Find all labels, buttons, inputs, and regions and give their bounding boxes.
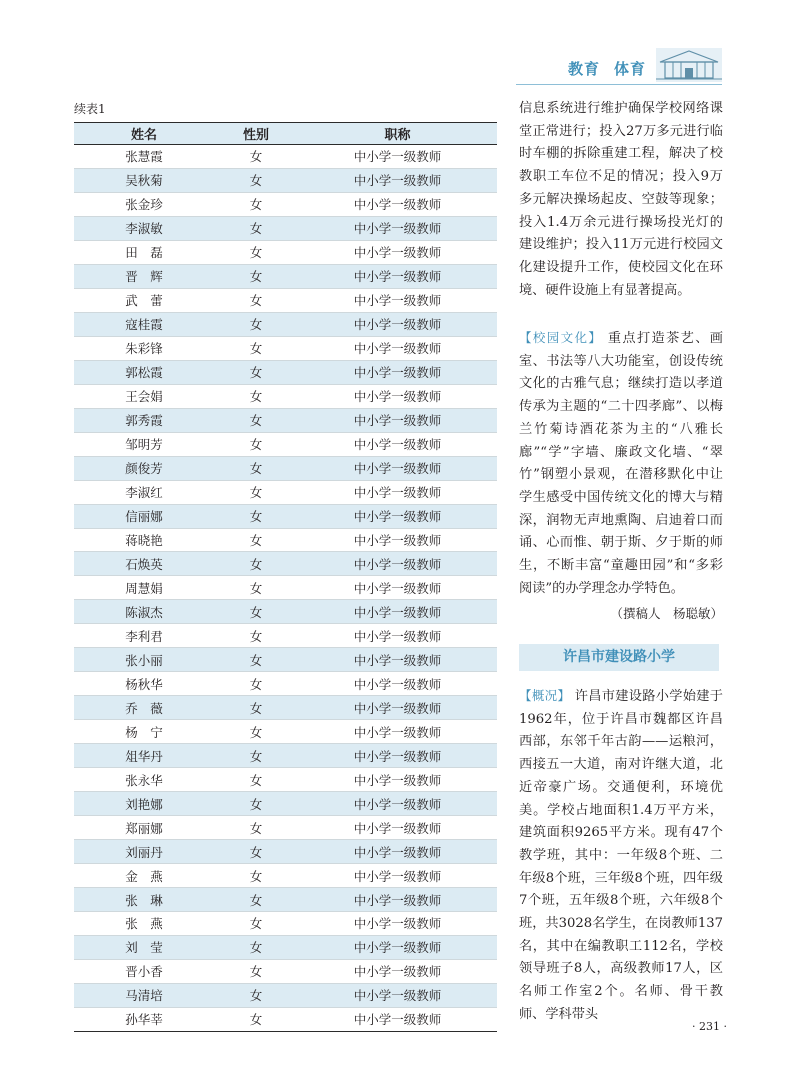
cell-title: 中小学一级教师 — [353, 1012, 442, 1028]
cell-gender: 女 — [249, 772, 263, 788]
cell-title: 中小学一级教师 — [353, 341, 442, 357]
cell-gender: 女 — [249, 317, 263, 333]
cell-name: 郭松霞 — [125, 365, 163, 381]
page-number: · 231 · — [692, 1020, 727, 1033]
table-row — [74, 505, 497, 529]
cell-name: 邹明芳 — [125, 437, 163, 453]
table-row — [74, 912, 497, 936]
cell-name: 武 蕾 — [125, 293, 163, 309]
table-row — [74, 289, 497, 313]
section-head-overview: 【概况】 — [519, 688, 571, 703]
section-head-campus-culture: 【校园文化】 — [519, 330, 603, 345]
table-row — [74, 864, 497, 888]
cell-title: 中小学一级教师 — [353, 892, 442, 908]
cell-name: 马清培 — [125, 988, 163, 1004]
col-header-name: 姓名 — [130, 128, 157, 143]
cell-name: 李淑红 — [125, 485, 163, 501]
col-header-title: 职称 — [384, 128, 411, 143]
cell-gender: 女 — [249, 820, 263, 836]
section-title-school: 许昌市建设路小学 — [519, 644, 719, 671]
cell-name: 蒋晓艳 — [125, 532, 163, 548]
cell-name: 张 燕 — [125, 916, 163, 932]
cell-gender: 女 — [249, 293, 263, 309]
table-row — [74, 193, 497, 217]
cell-gender: 女 — [249, 940, 263, 956]
byline: （撰稿人 杨聪敏） — [610, 606, 723, 621]
cell-title: 中小学一级教师 — [353, 724, 442, 740]
table-row — [74, 696, 497, 720]
cell-name: 朱彩锋 — [125, 341, 163, 357]
cell-title: 中小学一级教师 — [353, 748, 442, 764]
cell-name: 刘丽丹 — [125, 844, 163, 860]
cell-gender: 女 — [249, 988, 263, 1004]
cell-gender: 女 — [249, 748, 263, 764]
cell-name: 石焕英 — [125, 556, 163, 572]
cell-name: 杨 宁 — [125, 724, 163, 740]
cell-name: 俎华丹 — [125, 748, 163, 764]
table-row — [74, 409, 497, 433]
cell-gender: 女 — [249, 437, 263, 453]
cell-title: 中小学一级教师 — [353, 413, 442, 429]
table-row — [74, 984, 497, 1008]
table-row — [74, 265, 497, 289]
cell-name: 刘 莹 — [125, 940, 163, 956]
cell-gender: 女 — [249, 892, 263, 908]
cell-gender: 女 — [249, 1012, 263, 1028]
table-row — [74, 361, 497, 385]
table-row — [74, 624, 497, 648]
cell-title: 中小学一级教师 — [353, 796, 442, 812]
cell-gender: 女 — [249, 269, 263, 285]
school-building-icon — [656, 48, 722, 82]
cell-name: 郑丽娜 — [125, 820, 163, 836]
cell-name: 杨秋华 — [125, 676, 163, 692]
cell-gender: 女 — [249, 365, 263, 381]
cell-name: 李淑敏 — [125, 221, 163, 237]
cell-title: 中小学一级教师 — [353, 245, 442, 261]
table-row — [74, 768, 497, 792]
cell-name: 李利君 — [125, 628, 163, 644]
cell-title: 中小学一级教师 — [353, 988, 442, 1004]
cell-title: 中小学一级教师 — [353, 700, 442, 716]
cell-title: 中小学一级教师 — [353, 485, 442, 501]
cell-gender: 女 — [249, 916, 263, 932]
paragraph-maintenance: 信息系统进行维护确保学校网络课堂正常进行；投入27万多元进行临时车棚的拆除重建工程，解决了校教职工车位不足的情况；投入9万多元解决操场起皮、空鼓等现象；投入1.4万余元进行操场投光灯的建设维护；投入11万元进行校园文化建设提升工作，使校园文化在环境、硬件设施上有显著提高。 — [519, 101, 723, 298]
cell-gender: 女 — [249, 173, 263, 189]
table-row — [74, 792, 497, 816]
table-row — [74, 960, 497, 984]
cell-title: 中小学一级教师 — [353, 293, 442, 309]
cell-title: 中小学一级教师 — [353, 532, 442, 548]
table-row — [74, 337, 497, 361]
cell-title: 中小学一级教师 — [353, 269, 442, 285]
cell-title: 中小学一级教师 — [353, 820, 442, 836]
table-row — [74, 840, 497, 864]
table-row — [74, 816, 497, 840]
campus-culture-text: 重点打造茶艺、画室、书法等八大功能室，创设传统文化的古雅气息；继续打造以孝道传承为主题的“二十四孝廊”、以梅兰竹菊诗酒花茶为主的“八雅长廊”“学”字墙、廉政文化墙、“翠竹”钢塑小景观，在潜移默化中让学生感受中国传统文化的博大与精深，润物无声地熏陶、启迪着口而诵、心而惟、朝于斯、夕于斯的师生，不断丰富“童趣田园”和“多彩阅读”的办学理念办学特色。 — [519, 331, 723, 596]
cell-title: 中小学一级教师 — [353, 365, 442, 381]
cell-name: 张小丽 — [125, 652, 163, 668]
table-row — [74, 433, 497, 457]
table-row — [74, 313, 497, 337]
cell-gender: 女 — [249, 389, 263, 405]
cell-title: 中小学一级教师 — [353, 604, 442, 620]
table-row — [74, 385, 497, 409]
cell-gender: 女 — [249, 461, 263, 477]
col-header-gender: 性别 — [242, 128, 269, 143]
cell-gender: 女 — [249, 245, 263, 261]
cell-name: 王会娟 — [125, 389, 163, 405]
cell-name: 张永华 — [125, 772, 163, 788]
table-row — [74, 481, 497, 505]
cell-title: 中小学一级教师 — [353, 221, 442, 237]
table-row — [74, 600, 497, 624]
cell-gender: 女 — [249, 580, 263, 596]
cell-gender: 女 — [249, 509, 263, 525]
cell-gender: 女 — [249, 197, 263, 213]
cell-name: 张金珍 — [125, 197, 163, 213]
cell-title: 中小学一级教师 — [353, 676, 442, 692]
cell-name: 颜俊芳 — [125, 461, 163, 477]
table-row — [74, 552, 497, 576]
cell-title: 中小学一级教师 — [353, 628, 442, 644]
table-row — [74, 936, 497, 960]
paragraph-campus-culture — [519, 327, 723, 600]
cell-title: 中小学一级教师 — [353, 940, 442, 956]
cell-title: 中小学一级教师 — [353, 461, 442, 477]
cell-name: 信丽娜 — [125, 509, 163, 525]
cell-title: 中小学一级教师 — [353, 844, 442, 860]
cell-title: 中小学一级教师 — [353, 916, 442, 932]
cell-name: 张慧霞 — [125, 149, 163, 165]
cell-name: 周慧娟 — [125, 580, 163, 596]
cell-gender: 女 — [249, 556, 263, 572]
table-row — [74, 241, 497, 265]
table-row — [74, 744, 497, 768]
cell-gender: 女 — [249, 604, 263, 620]
cell-title: 中小学一级教师 — [353, 964, 442, 980]
cell-name: 刘艳娜 — [125, 796, 163, 812]
cell-gender: 女 — [249, 532, 263, 548]
cell-gender: 女 — [249, 341, 263, 357]
cell-gender: 女 — [249, 485, 263, 501]
cell-name: 田 磊 — [125, 245, 163, 261]
cell-gender: 女 — [249, 868, 263, 884]
cell-name: 孙华莘 — [125, 1012, 163, 1028]
header-section-right: 体育 — [614, 60, 647, 78]
table-row — [74, 672, 497, 696]
cell-title: 中小学一级教师 — [353, 652, 442, 668]
cell-title: 中小学一级教师 — [353, 317, 442, 333]
header-section-left: 教育 — [567, 60, 600, 78]
cell-title: 中小学一级教师 — [353, 868, 442, 884]
cell-gender: 女 — [249, 221, 263, 237]
cell-gender: 女 — [249, 676, 263, 692]
table-row — [74, 648, 497, 672]
cell-title: 中小学一级教师 — [353, 509, 442, 525]
cell-title: 中小学一级教师 — [353, 772, 442, 788]
table-row — [74, 888, 497, 912]
cell-title: 中小学一级教师 — [353, 173, 442, 189]
cell-name: 乔 薇 — [125, 700, 163, 716]
table-caption: 续表1 — [74, 102, 106, 116]
table-row — [74, 529, 497, 553]
table-row — [74, 457, 497, 481]
running-header — [560, 58, 654, 79]
cell-title: 中小学一级教师 — [353, 389, 442, 405]
cell-gender: 女 — [249, 628, 263, 644]
cell-gender: 女 — [249, 796, 263, 812]
cell-name: 晋小香 — [125, 964, 163, 980]
cell-gender: 女 — [249, 413, 263, 429]
cell-title: 中小学一级教师 — [353, 197, 442, 213]
table-row — [74, 145, 497, 169]
cell-gender: 女 — [249, 149, 263, 165]
overview-text: 许昌市建设路小学始建于1962年，位于许昌市魏都区许昌西部，东邻千年古韵——运粮河，西接五一大道，南对许继大道，北近帝豪广场。交通便利，环境优美。学校占地面积1.4万平方米，建筑面积9265平方米。现有47个教学班，其中：一年级8个班、二年级8个班，三年级8个班，四年级7个班，五年级8个班，六年级8个班，共3028名学生，在岗教师137名，其中在编教职工112名，学校领导班子8人，高级教师17人，区名师工作室2个。名师、骨干教师、学科带头 — [519, 689, 723, 1022]
cell-name: 郭秀霞 — [125, 413, 163, 429]
table-header — [74, 122, 497, 145]
cell-gender: 女 — [249, 724, 263, 740]
cell-title: 中小学一级教师 — [353, 149, 442, 165]
cell-gender: 女 — [249, 844, 263, 860]
cell-gender: 女 — [249, 652, 263, 668]
cell-gender: 女 — [249, 700, 263, 716]
cell-gender: 女 — [249, 964, 263, 980]
table-row — [74, 217, 497, 241]
cell-name: 晋 辉 — [125, 269, 163, 285]
cell-title: 中小学一级教师 — [353, 437, 442, 453]
cell-name: 金 燕 — [125, 868, 163, 884]
cell-title: 中小学一级教师 — [353, 580, 442, 596]
paragraph-overview — [519, 685, 723, 1027]
cell-name: 吴秋菊 — [125, 173, 163, 189]
table-body — [74, 145, 497, 1032]
cell-name: 寇桂霞 — [125, 317, 163, 333]
cell-name: 陈淑杰 — [125, 604, 163, 620]
table-row — [74, 169, 497, 193]
table-row — [74, 576, 497, 600]
table-row — [74, 720, 497, 744]
staff-table — [74, 122, 497, 1032]
table-row — [74, 1008, 497, 1032]
header-rule — [516, 84, 722, 85]
cell-name: 张 琳 — [125, 892, 163, 908]
cell-title: 中小学一级教师 — [353, 556, 442, 572]
